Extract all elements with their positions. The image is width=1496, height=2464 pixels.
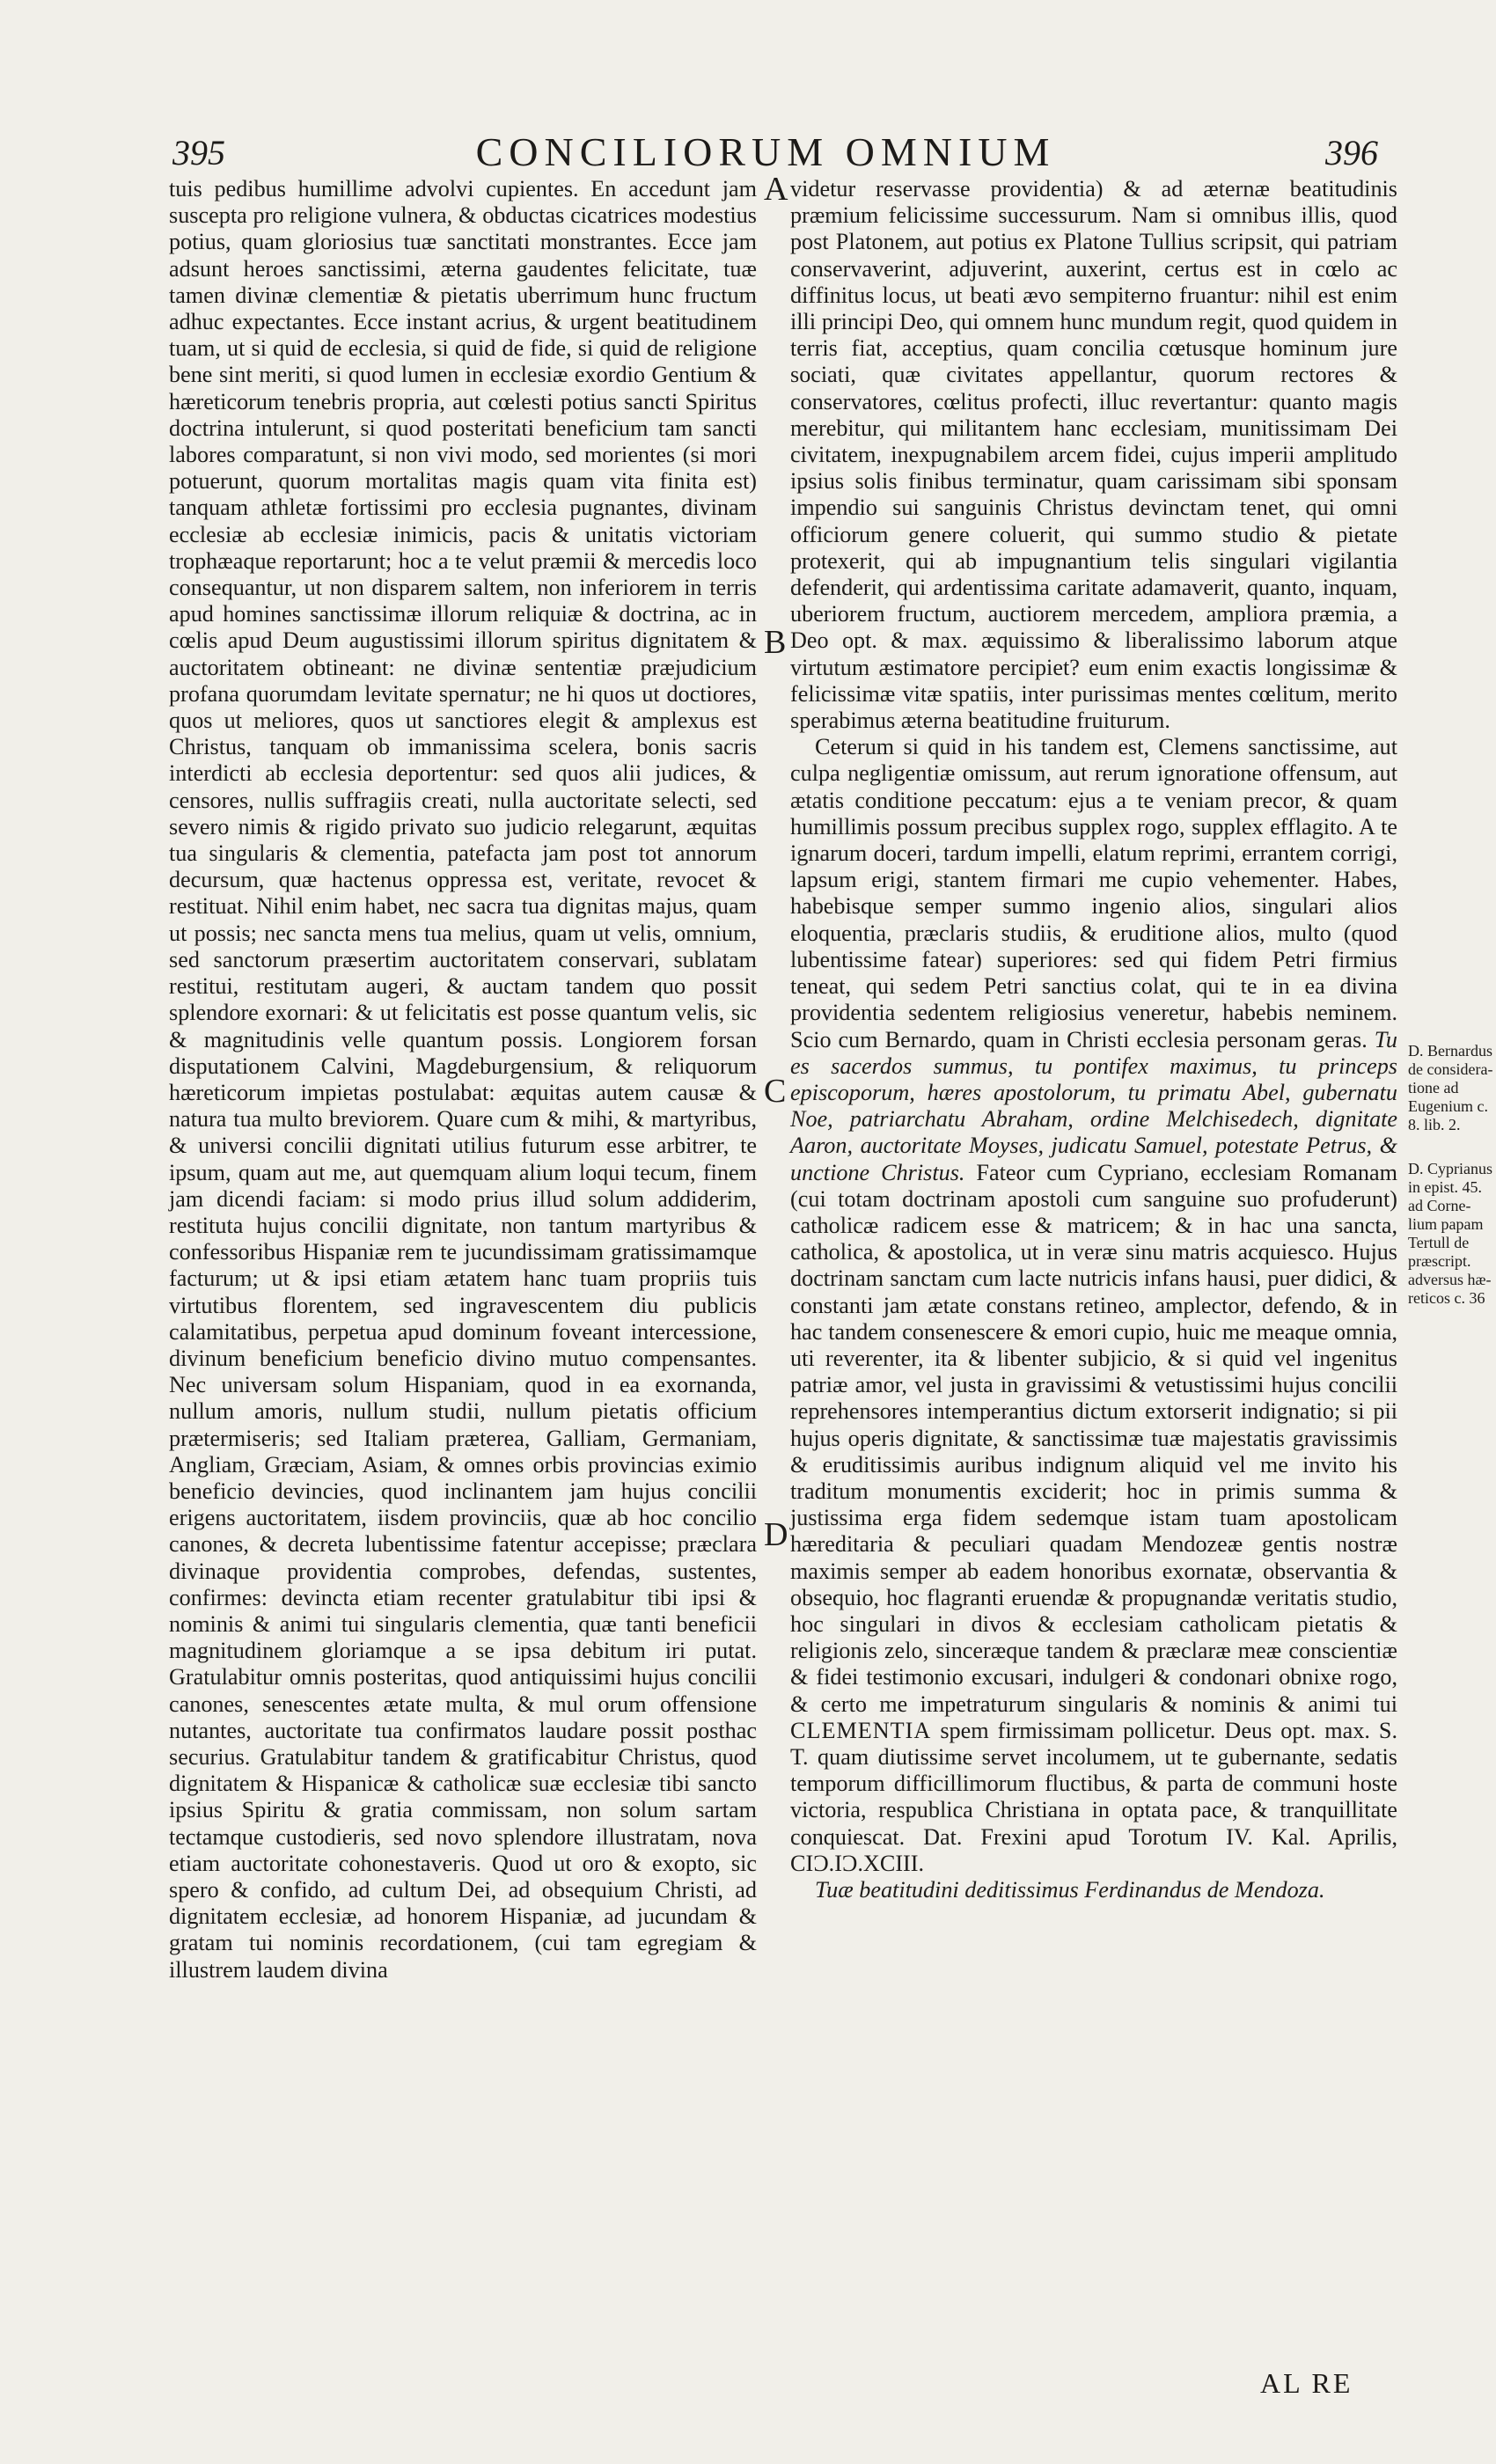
left-column-text: tuis pedibus humillime advolvi cupientes. En accedunt jam suscepta pro religione vulnera, & obductas cicatrices modestius potius, quam gloriosius tuæ sanctitati monstrantes. Ecce jam adsunt heroes sanctissimi, æterna gaudentes felicitate, tuæ tamen divinæ clementiæ & pietatis uberrimum hunc fructum adhuc expectantes. Ecce instant acrius, & urgent beatitudinem tuam, ut si quid de ecclesia, si quid de fide, si quid de religione bene sint meriti, si quod lumen in ecclesiæ exordio Gentium & hæreticorum tenebris propria, aut cœlesti potius sancti Spiritus doctrina intulerunt, si quod posteritati beneficium tam sancti labores comparatunt, si non vivi modo, sed morientes (si mori potuerunt, quorum mortalitas magis quam vita finita est) tanquam athletæ fortissimi pro ecclesia pugnantes, divinam ecclesiæ ab ecclesiæ inimicis, pacis & unitatis victoriam trophæaque reportarunt; hoc a te velut præmii & mercedis loco consequantur, ut non disparem saltem, non inferiorem in terris apud homines sanctissimæ illorum reliquiæ & doctrina, ac in cœlis apud Deum augustissimi illorum spiritus dignitatem & auctoritatem obtineant: ne divinæ sententiæ præjudicium profana quorumdam levitate spernatur; ne hi quos ut doctiores, quos ut meliores, quos ut sanctiores elegit & amplexus est Christus, tanquam ob immanissima scelera, bonis sacris interdicti ab ecclesia deportentur: sed quos alii judices, & censores, nullis suffragiis creati, nulla auctoritate selecti, sed severo nimis & rigido privato suo judicio relegarunt, æquitas tua singularis & clementia, patefacta jam post tot annorum decursum, quæ hactenus oppressa est, veritate, revocet & restituat. Nihil enim habet, nec sacra tua dignitas majus, quam ut possis; nec sancta mens tua melius, quam ut velis, omnium, sed sanctorum præsertim auctoritatem conservari, sublatam restitui, restitutam augeri, & auctam tandem quo possit splendore exornari: & ut felicitatis est posse quantum velis, sic & magnitudinis velle quantum possis. Longiorem forsan disputationem Calvini, Magdeburgensium, & reliquorum hæreticorum impietas postulabat: æquitas autem causæ & natura tua multo breviorem. Quare cum & mihi, & martyribus, & universi concilii dignitati utilius futurum esse arbitrer, te ipsum, quam aut me, aut quemquam alium loqui tecum, finem jam dicendi faciam: si modo prius illud solum addiderim, restituta hujus concilii dignitate, non tantum martyribus & confessoribus Hispaniæ rem te jucundissimam gratissimamque facturum; ut & ipsi etiam ætatem hanc tuam propriis tuis virtutibus florentem, sed ingravescentem diu publicis calamitatibus, perpetua apud dominum foveant intercessione, divinum beneficium beneficio divino mutuo compensantes. Nec universam solum Hispaniam, quod in ea exornanda, nullum amoris, nullum studii, nullum pietatis officium prætermiseris; sed Italiam præterea, Galliam, Germaniam, Angliam, Græciam, Asiam, & omnes orbis provincias eximio beneficio devincies, quod inclinantem jam hujus concilii erigens auctoritatem, iisdem provinciis, quæ ab hoc concilio canones, & decreta lubentissime fatentur accepisse; præclara divinaque providentia comprobes, defendas, sustentes, confirmes: devincta etiam recenter gratulabitur tibi ipsi & nominis & animi tui singularis clementia, quæ tanti beneficii magnitudinem gloriamque a se ipsa debitum iri putat. Gratulabitur omnis posteritas, quod antiquissimi hujus concilii canones, senescentes ætate multa, & mul orum offensione nutantes, auctoritate tua confirmatos laudare possit posthac securius. Gratulabitur tandem & gratificabitur Christus, quod dignitatem & Hispanicæ & catholicæ suæ ecclesiæ tibi sancto ipsius Spiritu & gratia commissam, non solum sartam tectamque custodieris, sed novo splendore illustratam, nova etiam auctoritate cohonestaveris. Quod ut oro & exopto, sic spero & confido, ad cultum Dei, ad obsequium Christi, ad dignitatem ecclesiæ, ad honorem Hispaniæ, ad jucundam & gratam tui nominis recordationem, (cui tam egregiam & illustrem laudem divina [169,176,757,1983]
right-paragraph-1: videtur reservasse providentia) & ad æternæ beatitudinis præmium felicissime successurum. Nam si omnibus illis, quod post Platonem, aut potius ex Platone Tullius scripsit, qui patriam conservaverint, adjuverint, auxerint, certus est in cœlo ac diffinitus locus, ut beati ævo sempiterno fruantur: nihil est enim illi principi Deo, qui omnem hunc mundum regit, quod quidem in terris fiat, acceptius, quam concilia cœtusque hominum jure sociati, quæ civitates appellantur, quorum rectores & conservatores, cœlitus profecti, illuc revertantur: quanto magis merebitur, qui militantem hanc ecclesiam, munitissimam Dei civitatem, inexpugnabilem arcem fidei, cujus imperii amplitudo ipsius solis finibus terminatur, quam carissimam sibi sponsam impendio sui sanguinis Christus devinctam tenet, qui omni officiorum genere coluerit, qui summo studio & pietate protexerit, qui ab impugnantium telis singulari vigilantia defenderit, qui ardentissima caritate adamaverit, quanto, inquam, uberiorem fructum, auctiorem mercedem, ampliora præmia, a Deo opt. & max. æquissimo & liberalissimo laborum atque virtutum æstimatore percipiet? eum enim exactis longissimæ & felicissimæ vitæ spatiis, inter purissimas mentes cœlitum, merito sperabimus æterna beatitudine fruiturum. [790,176,1397,734]
signature: Tuæ beatitudini deditissimus Ferdinandus de Mendoza. [815,1877,1325,1903]
paragraph-2-start: Ceterum si quid in his tandem est, Clemens sanctissime, aut culpa negligentiæ omissum, aut rerum ignoratione offensum, aut ætatis conditione peccatum: ejus a te veniam precor, & quam humillimis possum precibus supplex rogo, supplex efflagito. A te ignarum doceri, tardum impelli, elatum reprimi, errantem corrigi, lapsum erigi, stantem firmari me cupio vehementer. Habes, habebisque semper summo ingenio alios, singulari alios eloquentia, præclaris studiis, & eruditione alios, multo (quod lubentissime fatear) superiores: sed qui fidem Petri firmius teneat, qui sedem Petri sanctius colat, qui te in ea divina providentia sedentem religiosius veneretur, habebis neminem. Scio cum Bernardo, quam in Christi ecclesia personam geras. [790,734,1397,1052]
page-number-left: 395 [172,133,225,172]
clementia-caps: CLEMENTIA [790,1717,932,1743]
left-column [169,176,757,1984]
bernard-quote: Tu es sacerdos summus, tu pontifex maximus, tu princeps episcoporum, hæres apostolorum, tu primatu Abel, gubernatu Noe, patriarchatu Abraham, ordine Melchisedech, dignitate Aaron, auctoritate Moyses, judicatu Samuel, potestate Petrus, & unctione Christus. [790,1026,1397,1185]
margin-note-bernardus: D. Bernardus de considera-tione ad Eugenium c. 8. lib. 2. [1408,1042,1493,1133]
margin-letter-c: C [764,1073,787,1110]
margin-note-cyprianus: D. Cyprianus in epist. 45. ad Corne-lium papam Tertull de præscript. adversus hæ-reticos c. 36 [1408,1160,1492,1307]
paragraph-2-rest: Fateor cum Cypriano, ecclesiam Romanam (cui totam doctrinam apostoli cum sanguine suo profuderunt) catholicæ radicem esse & matricem; & in hac una sancta, catholica, & apostolica, ut in veræ sinu matris acquiesco. Hujus doctrinam sanctam cum lacte nutricis infans hausi, puer didici, & constanti jam ætate constans retineo, amplector, defendo, & in hac tandem consenescere & emori cupio, huic me meaque omnia, uti reverenter, ita & libenter subjicio, & si quid vel ingenitus patriæ amor, vel justa in gravissimi & vetustissimi hujus concilii reprehensores intemperantius dictum extorserit indignatio; si pii hujus operis dignitate, & sanctissimæ tuæ majestatis gravissimis & eruditissimis auribus indignum aliquid vel me invito his traditum monumentis exciderit; hoc in primis summa & justissima erga fidem sedemque istam tuam apostolicam hæreditaria & peculiari quadam Mendozeæ gentis nostræ maximis semper ab eadem honoribus exornatæ, observantia & obsequio, hoc flagranti eruendæ & propugnandæ veritatis studio, hoc singulari in divos & ecclesiam catholicam pietatis & religionis zelo, sinceræque tandem & præclaræ meæ conscientiæ & fidei testimonio excusari, indulgeri & condonari obnixe rogo, & certo me impetraturum singularis & nominis & animi tui [790,1159,1397,1717]
page-number-right: 396 [1325,133,1378,172]
margin-letter-b: B [764,624,787,661]
right-paragraph-2 [790,734,1397,1877]
running-title: CONCILIORUM OMNIUM [475,129,1056,174]
catchword: AL RE [1260,2367,1353,2399]
margin-letter-a: A [764,171,788,208]
margin-letter-d: D [764,1516,788,1553]
paragraph-2-end: spem firmissimam pollicetur. Deus opt. max. S. T. quam diutissime servet incolumem, ut te gubernante, sedatis temporum difficillimorum fluctibus, & parta de communi hoste victoria, respublica Christiana in optata pace, & tranquillitate conquiescat. Dat. Frexini apud Torotum IV. Kal. Aprilis, CIƆ.IƆ.XCIII. [790,1717,1398,1876]
right-column [790,176,1397,1903]
